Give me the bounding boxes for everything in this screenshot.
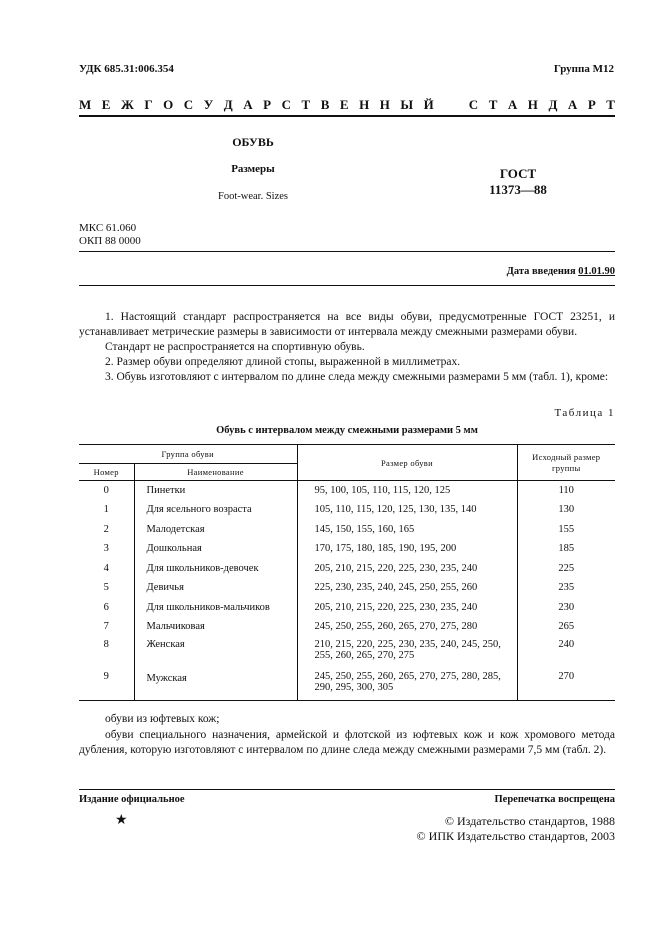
header-name: Наименование xyxy=(134,464,297,481)
banner-letter: Т xyxy=(488,97,498,112)
row-base-size: 155 xyxy=(558,523,575,535)
reprint-notice: Перепечатка воспрещена xyxy=(494,794,615,805)
banner-letter: Н xyxy=(359,97,370,112)
table-row xyxy=(79,481,615,501)
row-name: Для школьников-мальчиков xyxy=(134,598,297,618)
exception-1: обуви из юфтевых кож; xyxy=(105,713,220,725)
row-name: Малодетская xyxy=(134,520,297,540)
header-size: Размер обуви xyxy=(297,445,517,481)
sizes-table xyxy=(79,444,615,701)
banner-letter: Н xyxy=(379,97,390,112)
row-base-size: 185 xyxy=(558,543,575,554)
udk-code: УДК 685.31:006.354 xyxy=(79,63,174,75)
paragraph-1b: Стандарт не распространяется на спортивную обувь. xyxy=(105,341,365,353)
table-caption: Обувь с интервалом между смежными размерами 5 мм xyxy=(216,425,478,436)
exception-2: обуви специального назначения, армейской и флотской из юфтевых кож и кож хромового метода дубления, которую изготовляют с интервалом по длине следа между смежными размерами 7,5 мм (табл. 2). xyxy=(79,729,615,756)
row-number: 8 xyxy=(79,637,134,669)
row-sizes xyxy=(297,669,517,701)
row-number: 6 xyxy=(79,598,134,618)
banner-letter: С xyxy=(183,97,194,112)
banner-letter: Д xyxy=(548,97,558,112)
banner-letter: Е xyxy=(339,97,349,112)
banner-letter: С xyxy=(468,97,479,112)
mks-code: МКС 61.060 xyxy=(79,222,137,234)
table-row xyxy=(79,578,615,598)
row-sizes-line: 245, 250, 255, 260, 265, 270, 275, 280, 285, xyxy=(314,670,501,682)
banner-letter: А xyxy=(507,97,518,112)
table-row xyxy=(79,559,615,579)
table-row xyxy=(79,669,615,701)
row-sizes: 95, 100, 105, 110, 115, 120, 125 xyxy=(297,481,517,501)
copyright-2003: © ИПК Издательство стандартов, 2003 xyxy=(416,829,615,843)
row-number: 9 xyxy=(79,669,134,701)
banner-letter: Ж xyxy=(120,97,134,112)
row-sizes xyxy=(297,637,517,669)
row-sizes: 205, 210, 215, 220, 225, 230, 235, 240 xyxy=(297,598,517,618)
row-sizes: 225, 230, 235, 240, 245, 250, 255, 260 xyxy=(297,578,517,598)
row-number: 0 xyxy=(79,481,134,501)
header-group: Группа обуви xyxy=(79,445,297,464)
row-name: Мальчиковая xyxy=(134,617,297,637)
official-edition: Издание официальное xyxy=(79,794,185,805)
banner-letter: А xyxy=(567,97,578,112)
divider xyxy=(79,285,615,286)
row-base-size: 230 xyxy=(558,601,575,613)
copyright-1988: © Издательство стандартов, 1988 xyxy=(444,814,615,828)
row-sizes-line: 255, 260, 265, 270, 275 xyxy=(314,649,415,661)
classification-codes xyxy=(79,222,141,248)
banner-letter: А xyxy=(243,97,253,112)
banner-letter: С xyxy=(281,97,291,112)
introduction-date-label: Дата введения xyxy=(506,266,576,277)
row-base-size: 235 xyxy=(558,582,575,593)
banner-letter: У xyxy=(203,97,214,112)
banner-letter: В xyxy=(320,97,330,112)
gost-number xyxy=(478,166,558,198)
paragraph-3: 3. Обувь изготовляют с интервалом по длине следа между смежными размерами 5 мм (табл. 1), кроме: xyxy=(105,371,609,383)
row-sizes-line: 290, 295, 300, 305 xyxy=(314,681,394,693)
banner-rule xyxy=(79,115,615,117)
row-base-size: 270 xyxy=(517,669,615,701)
row-sizes: 145, 150, 155, 160, 165 xyxy=(297,520,517,540)
row-sizes: 170, 175, 180, 185, 190, 195, 200 xyxy=(297,539,517,559)
banner-letter: Н xyxy=(527,97,538,112)
row-sizes: 205, 210, 215, 220, 225, 230, 235, 240 xyxy=(297,559,517,579)
divider xyxy=(79,251,615,252)
table-row xyxy=(79,637,615,669)
row-base-size: 265 xyxy=(558,621,575,632)
banner-letter: Ы xyxy=(400,97,414,112)
banner-letter: Д xyxy=(223,97,233,112)
row-name: Мужская xyxy=(134,669,297,701)
banner-letter: Е xyxy=(101,97,111,112)
paragraph-1: 1. Настоящий стандарт распространяется на все виды обуви, предусмотренные ГОСТ 23251, и устанавливает метрические размеры в зависимости от интервала между смежными размерами обуви. xyxy=(79,311,615,338)
paragraph-2: 2. Размер обуви определяют длиной стопы, выраженной в миллиметрах. xyxy=(105,356,461,368)
gost-label: ГОСТ xyxy=(499,166,537,181)
row-name: Девичья xyxy=(134,578,297,598)
row-base-size: 110 xyxy=(558,485,574,496)
document-title: ОБУВЬ xyxy=(232,135,274,149)
row-sizes: 105, 110, 115, 120, 125, 130, 135, 140 xyxy=(297,500,517,520)
banner-letter: О xyxy=(163,97,174,112)
row-name: Дошкольная xyxy=(134,539,297,559)
copyright xyxy=(417,814,615,844)
group-code: Группа М12 xyxy=(553,63,614,75)
english-title: Foot-wear. Sizes xyxy=(218,191,288,202)
table-row xyxy=(79,598,615,618)
table-row xyxy=(79,539,615,559)
banner-letter: Й xyxy=(423,97,434,112)
row-number: 4 xyxy=(79,559,134,579)
row-sizes-line: 210, 215, 220, 225, 230, 235, 240, 245, 250, xyxy=(314,638,501,650)
footer-divider xyxy=(79,789,615,790)
header-base-size: Исходный размер группы xyxy=(517,445,615,481)
row-number: 2 xyxy=(79,520,134,540)
row-base-size: 240 xyxy=(558,638,575,650)
introduction-date-value: 01.01.90 xyxy=(578,266,615,277)
document-subtitle: Размеры xyxy=(231,163,275,175)
header-number: Номер xyxy=(79,464,134,481)
table-row xyxy=(79,500,615,520)
row-base-size: 130 xyxy=(558,504,575,515)
row-name: Женская xyxy=(134,637,297,669)
banner-letter: Р xyxy=(263,97,272,112)
gost-code: 11373—88 xyxy=(489,182,547,197)
interstate-standard-banner xyxy=(79,96,615,114)
row-number: 5 xyxy=(79,578,134,598)
star-icon: ★ xyxy=(115,813,128,828)
row-name: Пинетки xyxy=(134,481,297,501)
banner-letter: Т xyxy=(301,97,311,112)
okp-code: ОКП 88 0000 xyxy=(79,235,141,247)
introduction-date xyxy=(507,266,615,277)
row-base-size: 225 xyxy=(558,562,575,574)
table-number: Таблица 1 xyxy=(554,407,615,419)
banner-letter: Г xyxy=(144,97,153,112)
row-name: Для школьников-девочек xyxy=(134,559,297,579)
table-row xyxy=(79,617,615,637)
table-row xyxy=(79,520,615,540)
row-sizes: 245, 250, 255, 260, 265, 270, 275, 280 xyxy=(297,617,517,637)
banner-letter: Т xyxy=(606,97,615,112)
row-name: Для ясельного возраста xyxy=(134,500,297,520)
row-number: 3 xyxy=(79,539,134,559)
row-number: 1 xyxy=(79,500,134,520)
banner-letter: М xyxy=(79,97,92,112)
row-number: 7 xyxy=(79,617,134,637)
banner-letter: Р xyxy=(587,97,596,112)
